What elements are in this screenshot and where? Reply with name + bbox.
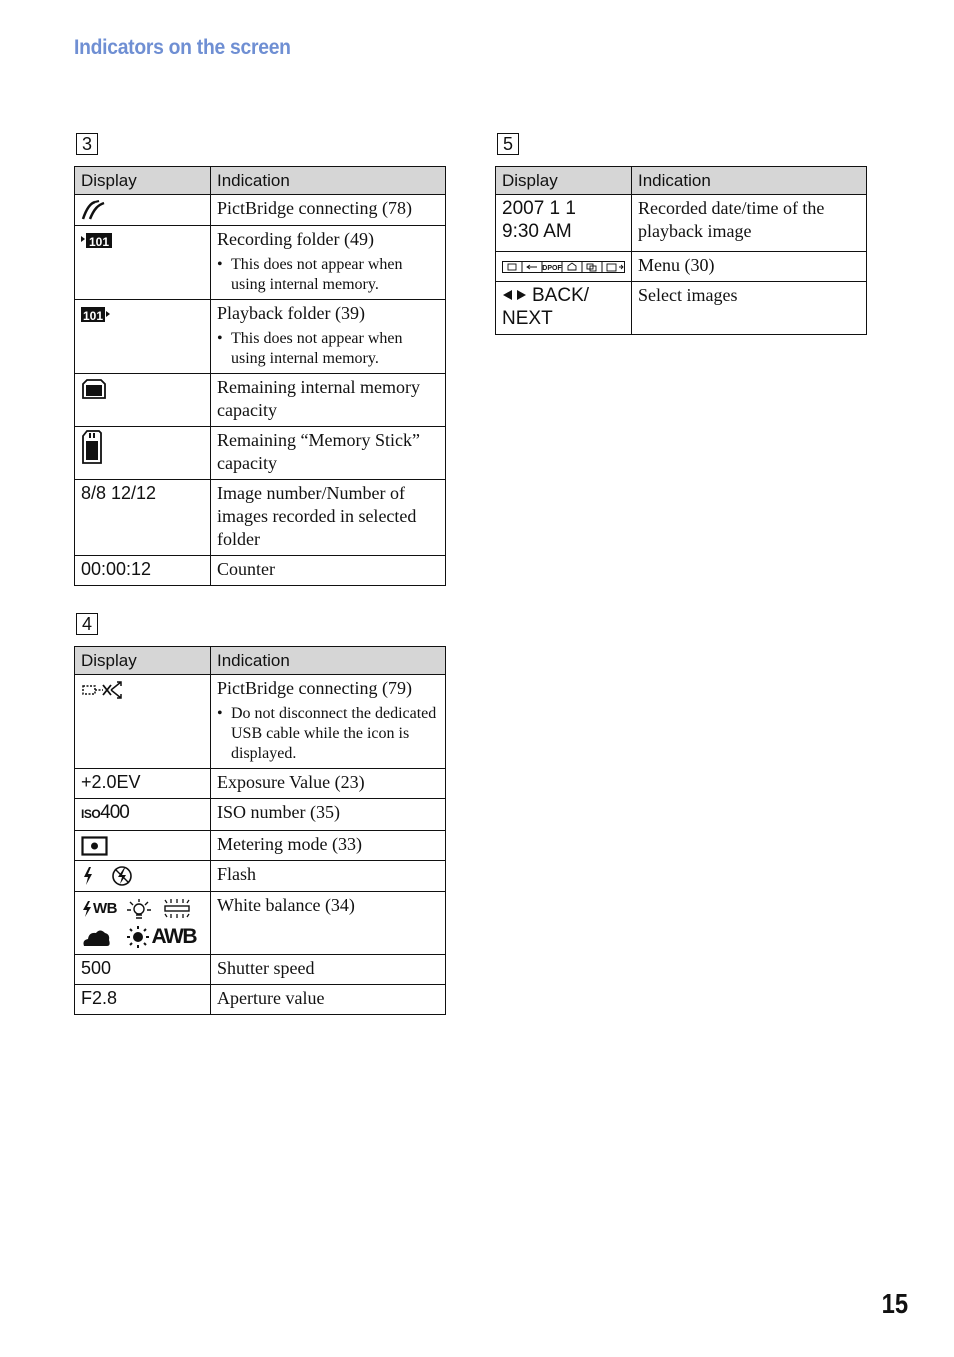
display-cell — [75, 225, 211, 299]
incandescent-icon — [126, 898, 152, 920]
note-item — [217, 255, 439, 295]
display-cell — [75, 426, 211, 479]
daylight-icon — [124, 925, 152, 949]
table-row — [496, 252, 867, 282]
indication-cell — [211, 479, 446, 555]
cloudy-icon — [81, 926, 111, 948]
table-row — [496, 282, 867, 335]
display-cell: 00:00:12 — [75, 555, 211, 585]
table-header-row — [75, 167, 446, 195]
indication-cell — [211, 831, 446, 861]
table-row — [496, 195, 867, 252]
table-row — [75, 861, 446, 892]
table-header-row — [75, 647, 446, 675]
display-cell — [75, 861, 211, 892]
time-text: 9:30 AM — [502, 221, 572, 242]
back-next-line-1 — [502, 284, 625, 307]
back-label: BACK/ — [532, 285, 590, 306]
table-row — [75, 555, 446, 585]
pictbridge-connecting-icon — [81, 199, 107, 221]
display-cell — [496, 252, 632, 282]
svg-text:DPOF: DPOF — [542, 264, 562, 272]
column-header-indication: Indication — [632, 167, 867, 195]
table-row — [75, 225, 446, 299]
flash-icon — [81, 865, 133, 887]
table-row — [75, 984, 446, 1014]
table-row — [75, 954, 446, 984]
menu-bar-icon — [502, 260, 626, 274]
indication-text: Menu (30) — [638, 255, 715, 275]
page-number: 15 — [881, 1288, 908, 1319]
indication-cell — [211, 555, 446, 585]
table-header-row — [496, 167, 867, 195]
indication-cell — [211, 954, 446, 984]
display-cell — [75, 891, 211, 954]
indication-cell — [211, 373, 446, 426]
display-cell — [496, 282, 632, 335]
note-text: Do not disconnect the dedicated USB cable while the icon is displayed. — [231, 705, 437, 762]
indication-cell — [632, 195, 867, 252]
note-item — [217, 704, 439, 764]
flash-wb-icon — [81, 900, 93, 918]
display-cell: 500 — [75, 954, 211, 984]
indication-cell — [211, 426, 446, 479]
indication-text: Flash — [217, 864, 257, 884]
recording-folder-icon — [81, 232, 113, 250]
display-cell: +2.0EV — [75, 769, 211, 799]
note-text: This does not appear when using internal memory. — [231, 255, 403, 293]
svg-text:101: 101 — [88, 234, 110, 249]
indication-cell — [211, 861, 446, 892]
indication-text: Aperture value — [217, 987, 325, 1008]
indication-text: PictBridge connecting (79) — [217, 678, 412, 698]
display-cell: F2.8 — [75, 984, 211, 1014]
indication-cell — [211, 675, 446, 769]
table-row — [75, 195, 446, 226]
bullet-icon: • — [217, 255, 223, 273]
indication-cell — [211, 195, 446, 226]
column-header-display: Display — [75, 167, 211, 195]
indication-text: Recorded date/time of the playback image — [638, 198, 825, 241]
column-header-indication: Indication — [211, 647, 446, 675]
bullet-icon: • — [217, 329, 223, 347]
playback-folder-icon — [81, 306, 111, 324]
table-row — [75, 675, 446, 769]
section-number-5: 5 — [497, 133, 519, 155]
indication-text: Recording folder (49) — [217, 228, 374, 249]
indicator-table-3 — [74, 166, 446, 586]
column-header-indication: Indication — [211, 167, 446, 195]
note-text: This does not appear when using internal memory. — [231, 329, 403, 367]
table-row — [75, 479, 446, 555]
indication-text: White balance (34) — [217, 894, 355, 915]
indication-text: Remaining “Memory Stick” capacity — [217, 429, 420, 473]
indication-text: Shutter speed — [217, 957, 315, 978]
column-header-display: Display — [496, 167, 632, 195]
bullet-icon: • — [217, 705, 223, 722]
back-next-arrows-icon — [502, 289, 528, 301]
indication-text: Image number/Number of images recorded in selected folder — [217, 482, 417, 549]
section-number-3: 3 — [76, 133, 98, 155]
iso-icon: ISO — [81, 807, 101, 821]
indication-text: ISO number (35) — [217, 802, 340, 822]
display-cell — [75, 675, 211, 769]
memory-stick-icon — [81, 429, 103, 465]
white-balance-icons-row-2 — [81, 922, 204, 950]
indication-text: Exposure Value (23) — [217, 772, 365, 792]
page-title: Indicators on the screen — [74, 36, 291, 59]
white-balance-icons-row-1 — [81, 894, 204, 922]
note-item — [217, 329, 439, 369]
table-row — [75, 799, 446, 831]
display-cell — [496, 195, 632, 252]
indication-cell — [211, 299, 446, 373]
display-cell — [75, 831, 211, 861]
indication-cell — [632, 252, 867, 282]
svg-text:101: 101 — [82, 308, 104, 323]
display-cell — [75, 195, 211, 226]
indication-text: PictBridge connecting (78) — [217, 198, 412, 218]
fluorescent-icon — [162, 898, 192, 920]
indication-cell — [211, 891, 446, 954]
display-cell — [75, 299, 211, 373]
section-number-4: 4 — [76, 613, 98, 635]
table-row — [75, 891, 446, 954]
spot-metering-icon — [81, 836, 109, 856]
next-label: NEXT — [502, 308, 553, 329]
indication-text: Remaining internal memory capacity — [217, 376, 420, 420]
iso-value: 400 — [100, 802, 129, 823]
indication-cell — [211, 984, 446, 1014]
table-row — [75, 426, 446, 479]
display-cell — [75, 799, 211, 831]
indication-cell — [211, 769, 446, 799]
indication-text: Counter — [217, 558, 275, 579]
table-row — [75, 299, 446, 373]
indication-text: Playback folder (39) — [217, 302, 365, 323]
table-row — [75, 769, 446, 799]
table-row — [75, 831, 446, 861]
internal-memory-icon — [81, 378, 107, 400]
awb-label: AWB — [151, 924, 196, 948]
display-cell: 8/8 12/12 — [75, 479, 211, 555]
indication-cell — [211, 799, 446, 831]
column-header-display: Display — [75, 647, 211, 675]
table-row — [75, 373, 446, 426]
wb-label: WB — [93, 899, 117, 917]
pictbridge-do-not-disconnect-icon — [81, 679, 123, 701]
indicator-table-5 — [495, 166, 867, 335]
indicator-table-4 — [74, 646, 446, 1015]
display-cell — [75, 373, 211, 426]
date-text: 2007 1 1 — [502, 198, 576, 219]
indication-cell — [211, 225, 446, 299]
indication-text: Metering mode (33) — [217, 834, 362, 854]
indication-text: Select images — [638, 285, 738, 305]
indication-cell — [632, 282, 867, 335]
